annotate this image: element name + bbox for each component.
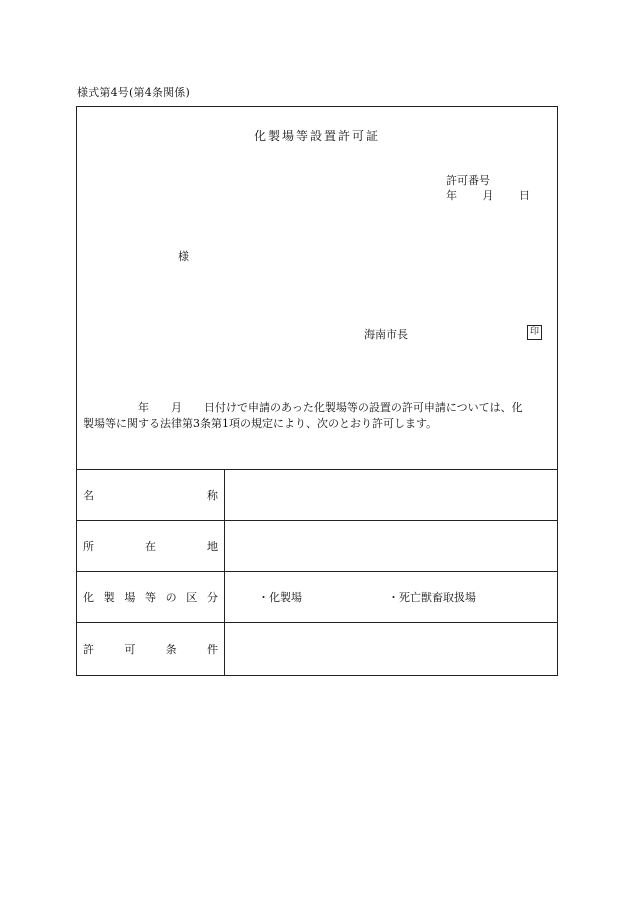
permit-number-label: 許可番号 <box>446 174 490 187</box>
label-char: 件 <box>206 643 218 656</box>
conditions-value <box>225 623 557 675</box>
date-day-label: 日 <box>519 189 530 202</box>
details-table <box>77 469 557 675</box>
form-number: 様式第4号(第4条関係) <box>77 86 190 99</box>
label-char: 化 <box>83 591 94 604</box>
label-char: 区 <box>186 591 198 604</box>
row-label-location <box>77 521 225 571</box>
row-label-conditions <box>77 623 225 675</box>
label-char: 分 <box>206 591 218 604</box>
label-char: 所 <box>83 540 94 553</box>
table-row-name <box>77 470 557 521</box>
label-char: 場 <box>124 591 136 604</box>
permit-statement: 年 月 日付けで申請のあった化製場等の設置の許可申請については、化 製場等に関する法律第3条第1項の規定により、次のとおり許可します。 <box>83 401 523 430</box>
row-label-category <box>77 572 225 622</box>
table-row-conditions <box>77 623 557 675</box>
label-char: の <box>165 591 177 604</box>
label-char: 名 <box>83 489 94 502</box>
label-char: 許 <box>83 643 94 656</box>
issuer-name: 海南市長 <box>364 328 408 341</box>
category-value <box>225 572 557 622</box>
location-value <box>225 521 557 571</box>
addressee-honorific: 様 <box>178 250 189 263</box>
label-char: 可 <box>124 643 136 656</box>
category-option-carcass-handling: ・死亡獣畜取扱場 <box>388 591 476 604</box>
issuer-block <box>364 325 542 341</box>
row-label-name <box>77 470 225 520</box>
certificate-frame <box>76 106 558 676</box>
date-year-label: 年 <box>446 189 457 202</box>
name-value <box>225 470 557 520</box>
table-row-location <box>77 521 557 572</box>
label-char: 地 <box>207 540 218 553</box>
table-row-category <box>77 572 557 623</box>
label-char: 条 <box>165 643 177 656</box>
label-char: 称 <box>207 489 218 502</box>
label-char: 在 <box>145 540 156 553</box>
certificate-title: 化製場等設置許可証 <box>253 129 380 143</box>
label-char: 製 <box>103 591 115 604</box>
category-option-rendering-plant: ・化製場 <box>258 591 302 604</box>
label-char: 等 <box>144 591 156 604</box>
seal-stamp: 印 <box>527 325 542 340</box>
date-month-label: 月 <box>482 189 494 202</box>
issue-date <box>446 187 530 203</box>
